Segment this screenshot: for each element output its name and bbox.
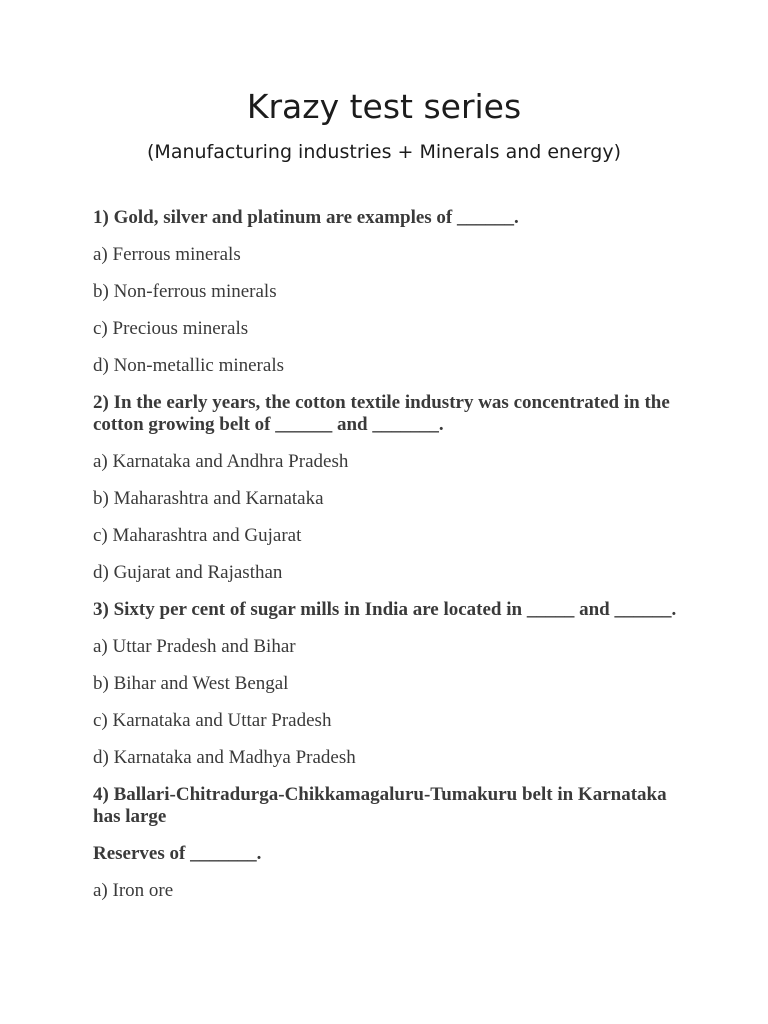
question-list — [93, 207, 683, 917]
option-2a: a) Karnataka and Andhra Pradesh — [93, 451, 349, 472]
question-3: 3) Sixty per cent of sugar mills in India are located in _____ and ______. — [93, 599, 677, 620]
option-1d: d) Non-metallic minerals — [93, 355, 284, 376]
document-subtitle: (Manufacturing industries + Minerals and energy) — [147, 141, 621, 163]
option-2d: d) Gujarat and Rajasthan — [93, 562, 283, 583]
question-2: 2) In the early years, the cotton textile industry was concentrated in the cotton growing belt of ______ and _______. — [93, 392, 670, 435]
option-2b: b) Maharashtra and Karnataka — [93, 488, 324, 509]
option-3b: b) Bihar and West Bengal — [93, 673, 289, 694]
question-4-continuation: Reserves of _______. — [93, 843, 262, 864]
option-3c: c) Karnataka and Uttar Pradesh — [93, 710, 332, 731]
document-title: Krazy test series — [246, 87, 522, 126]
option-1b: b) Non-ferrous minerals — [93, 281, 277, 302]
option-2c: c) Maharashtra and Gujarat — [93, 525, 302, 546]
option-1a: a) Ferrous minerals — [93, 244, 241, 265]
option-4a: a) Iron ore — [93, 880, 174, 901]
option-3d: d) Karnataka and Madhya Pradesh — [93, 747, 356, 768]
option-3a: a) Uttar Pradesh and Bihar — [93, 636, 296, 657]
question-1: 1) Gold, silver and platinum are examples of ______. — [93, 207, 519, 228]
option-1c: c) Precious minerals — [93, 318, 249, 339]
question-4: 4) Ballari-Chitradurga-Chikkamagaluru-Tumakuru belt in Karnataka has large — [93, 784, 667, 827]
